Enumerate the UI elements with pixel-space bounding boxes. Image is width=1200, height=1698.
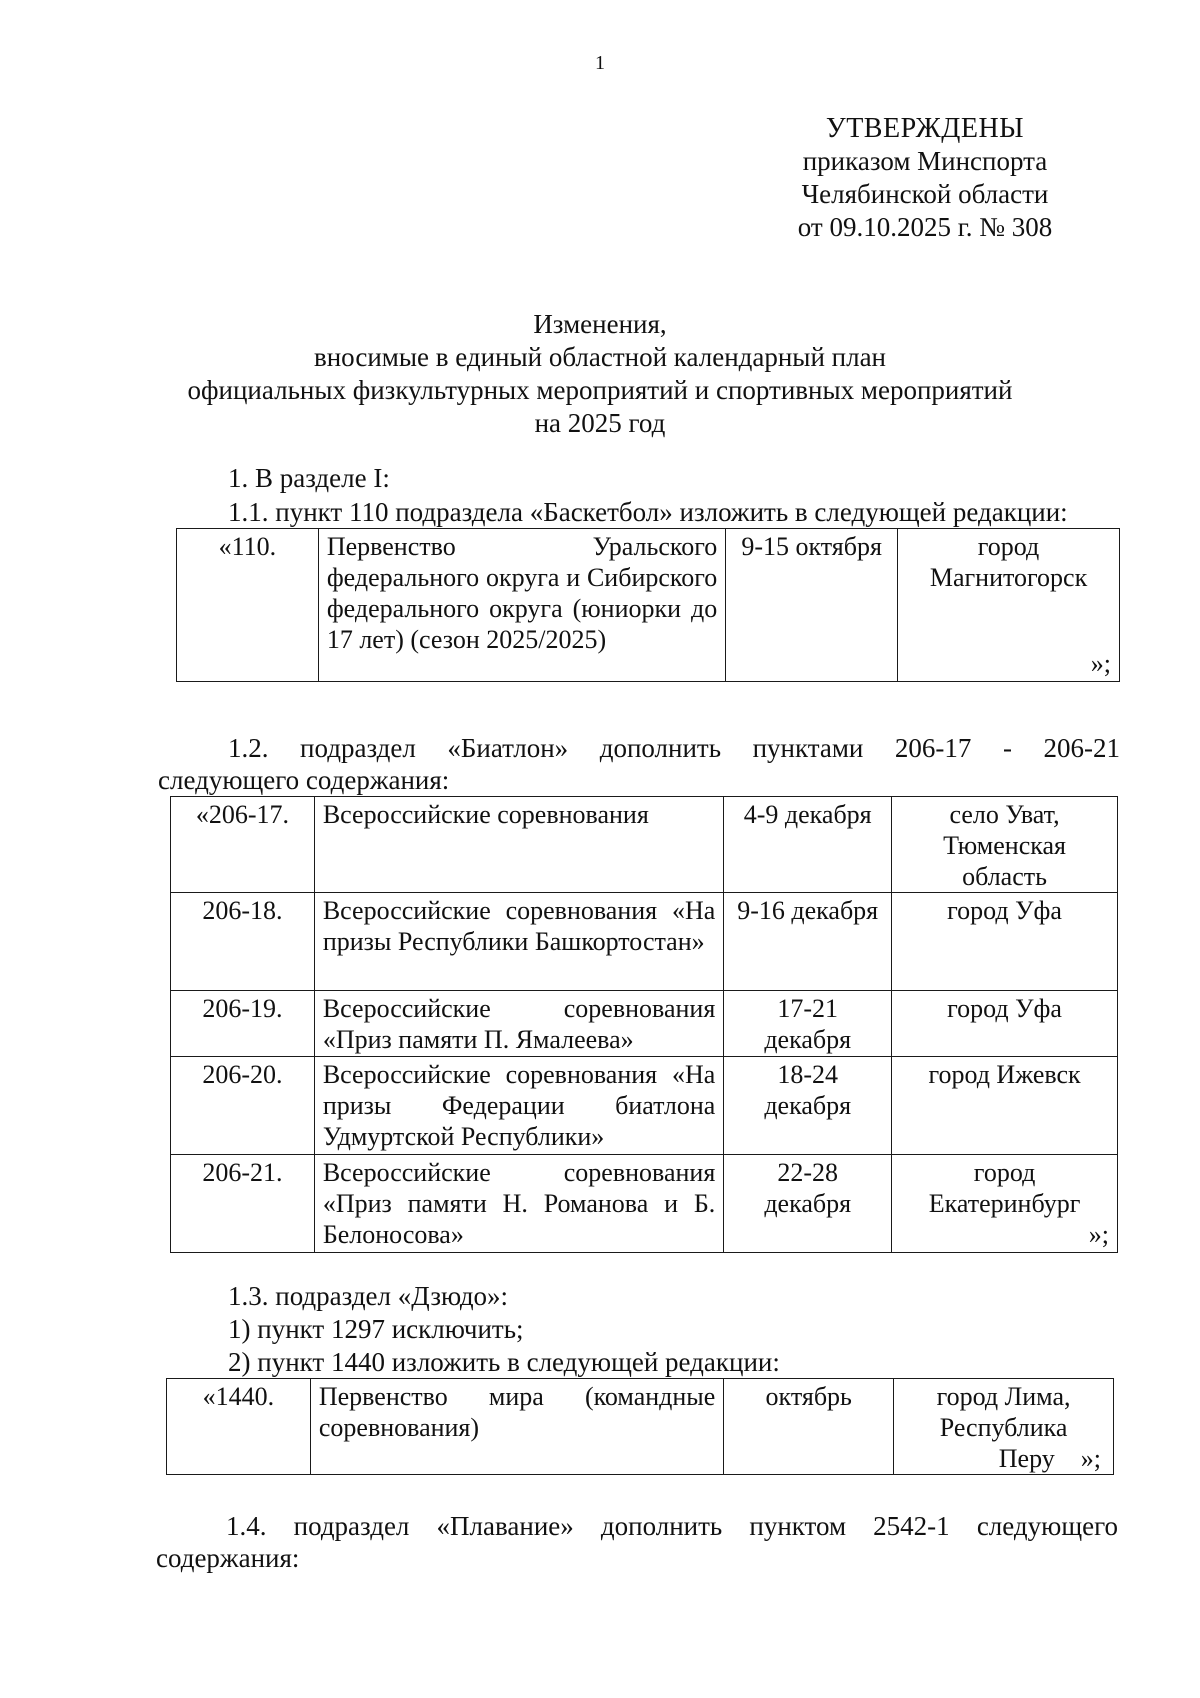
event-place [898, 529, 1120, 682]
title-line: на 2025 год [534, 408, 666, 438]
paragraph-1-2 [158, 732, 1120, 764]
paragraph-1-2-continued: следующего содержания: [158, 765, 450, 795]
title-line: официальных физкультурных мероприятий и спортивных мероприятий [187, 375, 1013, 405]
paragraph-1-4 [156, 1510, 1118, 1542]
approval-stamp [760, 112, 1090, 244]
event-name: Первенство мира (командные соревнования) [310, 1379, 723, 1475]
quote-closer: »; [1088, 1220, 1109, 1249]
event-date: 4-9 декабря [724, 797, 892, 893]
row-number: «110. [177, 529, 319, 682]
event-date: октябрь [724, 1379, 894, 1475]
biathlon-table [170, 796, 1118, 1253]
place-text: город Екатеринбург [928, 1158, 1081, 1218]
event-date: 18-24 декабря [724, 1057, 892, 1155]
place-text: город Лима, Республика [936, 1382, 1071, 1442]
page-number: 1 [595, 52, 605, 74]
event-name: Всероссийские соревнования «На призы Федерации биатлона Удмуртской Республики» [314, 1057, 723, 1155]
quote-closer: »; [1090, 649, 1111, 678]
basketball-table [176, 528, 1120, 682]
event-date: 17-21 декабря [724, 991, 892, 1057]
table-row [171, 797, 1118, 893]
event-name: Всероссийские соревнования «Приз памяти П. Ямалеева» [314, 991, 723, 1057]
place-last-line [902, 1443, 1105, 1474]
place-text-last: Перу [998, 1444, 1055, 1473]
paragraph-1-4-continued: содержания: [156, 1543, 300, 1573]
paragraph-1-3-1: 1) пункт 1297 исключить; [228, 1314, 524, 1344]
paragraph-1-2-text: 1.2. подраздел «Биатлон» дополнить пунктами 206-17 - 206-21 [228, 733, 1120, 763]
event-name: Первенство Уральского федерального округа и Сибирского федерального округа (юниорки до 17 лет) (сезон 2025/2025) [318, 529, 725, 682]
row-number: 206-18. [171, 893, 315, 991]
approval-heading: УТВЕРЖДЕНЫ [825, 113, 1025, 144]
approval-line: Челябинской области [801, 179, 1049, 209]
row-number: «1440. [167, 1379, 311, 1475]
approval-date-line: от 09.10.2025 г. № 308 [797, 212, 1053, 242]
table-row [171, 991, 1118, 1057]
title-line: Изменения, [533, 309, 667, 339]
place-text: город Магнитогорск [929, 532, 1088, 592]
paragraph-1-3: 1.3. подраздел «Дзюдо»: [228, 1281, 509, 1311]
event-date: 9-15 октября [726, 529, 898, 682]
row-number: 206-19. [171, 991, 315, 1057]
event-name: Всероссийские соревнования [314, 797, 723, 893]
approval-line: приказом Минспорта [802, 146, 1048, 176]
event-place: село Уват, Тюменская область [892, 797, 1118, 893]
table-row [177, 529, 1120, 682]
event-name: Всероссийские соревнования «На призы Республики Башкортостан» [314, 893, 723, 991]
judo-table [166, 1378, 1114, 1475]
table-row [171, 1155, 1118, 1253]
section-heading: 1. В разделе I: [228, 463, 390, 493]
title-line: вносимые в единый областной календарный план [313, 342, 887, 372]
paragraph-1-4-text: 1.4. подраздел «Плавание» дополнить пунктом 2542-1 следующего [226, 1511, 1118, 1541]
paragraph-1-1: 1.1. пункт 110 подраздела «Баскетбол» изложить в следующей редакции: [228, 497, 1068, 527]
event-place [894, 1379, 1114, 1475]
document-title [100, 308, 1100, 440]
event-place: город Уфа [892, 991, 1118, 1057]
table-row [171, 1057, 1118, 1155]
event-name: Всероссийские соревнования «Приз памяти Н. Романова и Б. Белоносова» [314, 1155, 723, 1253]
row-number: 206-20. [171, 1057, 315, 1155]
row-number: «206-17. [171, 797, 315, 893]
event-place: город Ижевск [892, 1057, 1118, 1155]
paragraph-1-3-2: 2) пункт 1440 изложить в следующей редакции: [228, 1347, 780, 1377]
table-row [171, 893, 1118, 991]
table-row [167, 1379, 1114, 1475]
event-date: 9-16 декабря [724, 893, 892, 991]
event-place: город Уфа [892, 893, 1118, 991]
quote-closer: »; [1080, 1444, 1101, 1473]
event-date: 22-28 декабря [724, 1155, 892, 1253]
event-place [892, 1155, 1118, 1253]
row-number: 206-21. [171, 1155, 315, 1253]
